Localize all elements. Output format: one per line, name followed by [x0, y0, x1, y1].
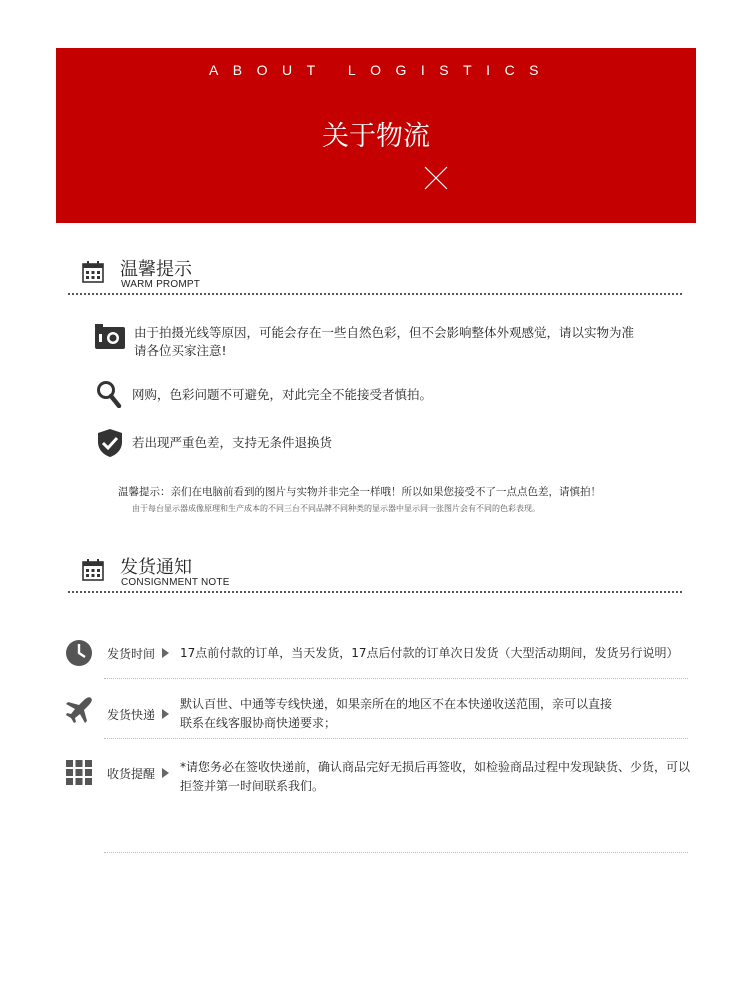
divider — [68, 591, 682, 593]
warm-note: 温馨提示：亲们在电脑前看到的图片与实物并非完全一样哦！所以如果您接受不了一点点色差，请慎拍！ — [118, 486, 601, 498]
prompt-text: 由于拍摄光线等原因，可能会存在一些自然色彩，但不会影响整体外观感觉，请以实物为准 — [134, 325, 635, 340]
consignment-note-header — [68, 556, 682, 592]
calendar-icon — [82, 559, 104, 581]
arrow-right-icon — [162, 709, 169, 719]
close-icon — [424, 166, 448, 190]
divider — [68, 293, 682, 295]
shipping-label: 发货快递 — [107, 708, 156, 722]
divider — [104, 852, 688, 853]
grid-icon — [64, 757, 94, 787]
shipping-text: 拒签并第一时间联系我们。 — [180, 779, 325, 793]
shipping-text: *请您务必在签收快递前，确认商品完好无损后再签收，如检验商品过程中发现缺货、少货，可以 — [180, 760, 691, 774]
arrow-right-icon — [162, 648, 169, 658]
shipping-text: 17点前付款的订单，当天发货，17点后付款的订单次日发货（大型活动期间，发货另行说明） — [180, 646, 679, 660]
magnifier-icon — [96, 380, 122, 408]
banner-title: 关于物流 — [322, 121, 430, 152]
prompt-text: 若出现严重色差，支持无条件退换货 — [132, 435, 333, 450]
logistics-banner — [56, 48, 696, 223]
warm-prompt-subtitle: WARM PROMPT — [121, 279, 201, 290]
warm-prompt-title: 温馨提示 — [120, 259, 192, 280]
shield-check-icon — [96, 428, 124, 458]
prompt-text: 请各位买家注意! — [134, 343, 227, 358]
shipping-label: 发货时间 — [107, 647, 156, 661]
shipping-label: 收货提醒 — [107, 767, 156, 781]
shipping-text: 联系在线客服协商快递要求； — [180, 716, 337, 730]
banner-english-title: ABOUT LOGISTICS — [208, 62, 554, 78]
clock-icon — [64, 638, 94, 668]
arrow-right-icon — [162, 768, 169, 778]
prompt-text: 网购，色彩问题不可避免，对此完全不能接受者慎拍。 — [132, 387, 433, 402]
divider — [104, 738, 688, 739]
shipping-text: 默认百世、中通等专线快递，如果亲所在的地区不在本快递收送范围，亲可以直接 — [180, 697, 613, 711]
divider — [104, 678, 688, 679]
consignment-title: 发货通知 — [120, 557, 192, 578]
airplane-icon — [64, 695, 94, 725]
consignment-subtitle: CONSIGNMENT NOTE — [121, 577, 230, 588]
warm-prompt-header — [68, 258, 682, 294]
warm-note-small: 由于每台显示器成像原理和生产成本的不同三台不同品牌不同种类的显示器中显示同一张图片会有不同的色彩表现。 — [132, 504, 540, 513]
calendar-icon — [82, 261, 104, 283]
camera-icon — [92, 324, 128, 354]
